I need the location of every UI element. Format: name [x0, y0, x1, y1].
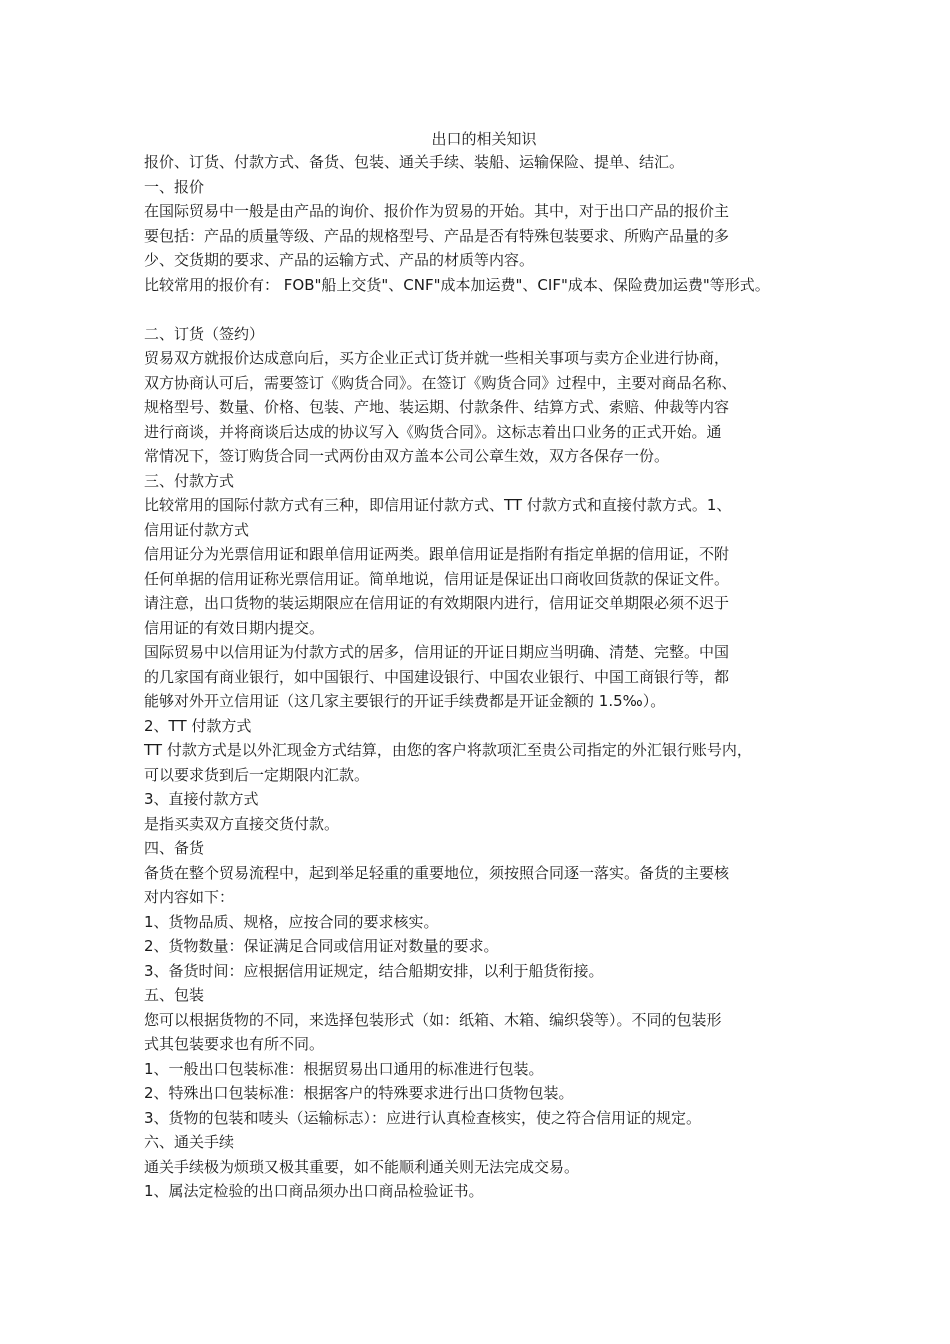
body-line: TT 付款方式是以外汇现金方式结算，由您的客户将款项汇至贵公司指定的外汇银行账号内， [144, 741, 752, 759]
body-line: 比较常用的国际付款方式有三种，即信用证付款方式、TT 付款方式和直接付款方式。1、 [144, 496, 732, 514]
body-line: 您可以根据货物的不同，来选择包装形式（如：纸箱、木箱、编织袋等）。不同的包装形 [144, 1010, 722, 1029]
body-line: 六、通关手续 [144, 1133, 235, 1151]
body-line: 四、备货 [144, 839, 205, 857]
body-line: 二、订货（签约） [144, 324, 265, 343]
body-line: 贸易双方就报价达成意向后，买方企业正式订货并就一些相关事项与卖方企业进行协商， [144, 349, 730, 367]
body-line: 的几家国有商业银行，如中国银行、中国建设银行、中国农业银行、中国工商银行等，都 [144, 667, 730, 686]
body-line: 在国际贸易中一般是由产品的询价、报价作为贸易的开始。其中，对于出口产品的报价主 [144, 202, 730, 220]
body-line: 是指买卖双方直接交货付款。 [144, 814, 340, 833]
body-line: 1、属法定检验的出口商品须办出口商品检验证书。 [144, 1182, 484, 1200]
blank-line [144, 297, 824, 322]
document-body [144, 150, 824, 1204]
body-line: 3、备货时间：应根据信用证规定，结合船期安排，以利于船货衔接。 [144, 961, 604, 980]
body-line: 信用证付款方式 [144, 520, 250, 539]
body-line: 通关手续极为烦琐又极其重要，如不能顺利通关则无法完成交易。 [144, 1157, 580, 1176]
body-line: 式其包装要求也有所不同。 [144, 1035, 325, 1053]
body-line: 3、货物的包装和唛头（运输标志）：应进行认真检查核实，使之符合信用证的规定。 [144, 1108, 702, 1127]
body-line: 常情况下，签订购货合同一式两份由双方盖本公司公章生效，双方各保存一份。 [144, 447, 670, 465]
body-line: 对内容如下： [144, 888, 235, 906]
body-line: 备货在整个贸易流程中，起到举足轻重的重要地位，须按照合同逐一落实。备货的主要核 [144, 863, 730, 882]
body-line: 一、报价 [144, 177, 205, 196]
body-line: 1、货物品质、规格，应按合同的要求核实。 [144, 912, 439, 931]
body-line: 比较常用的报价有： FOB"船上交货"、CNF"成本加运费"、CIF"成本、保险费加运费"等形式。 [144, 275, 770, 294]
body-line: 信用证的有效日期内提交。 [144, 618, 325, 637]
body-line: 规格型号、数量、价格、包装、产地、装运期、付款条件、结算方式、索赔、仲裁等内容 [144, 398, 730, 416]
body-line: 2、特殊出口包装标准：根据客户的特殊要求进行出口货物包装。 [144, 1084, 574, 1102]
body-line: 1、一般出口包装标准：根据贸易出口通用的标准进行包装。 [144, 1059, 544, 1078]
document-page [144, 128, 824, 1204]
body-line: 任何单据的信用证称光票信用证。简单地说，信用证是保证出口商收回货款的保证文件。 [144, 569, 730, 588]
body-line: 五、包装 [144, 986, 205, 1004]
body-line: 2、TT 付款方式 [144, 716, 252, 735]
body-line: 要包括：产品的质量等级、产品的规格型号、产品是否有特殊包装要求、所购产品量的多 [144, 226, 730, 245]
body-line: 2、货物数量：保证满足合同或信用证对数量的要求。 [144, 937, 499, 955]
body-line: 国际贸易中以信用证为付款方式的居多，信用证的开证日期应当明确、清楚、完整。中国 [144, 643, 730, 661]
body-line: 3、直接付款方式 [144, 790, 259, 808]
body-line: 可以要求货到后一定期限内汇款。 [144, 765, 370, 784]
body-line: 进行商谈，并将商谈后达成的协议写入《购货合同》。这标志着出口业务的正式开始。通 [144, 422, 722, 441]
document-title: 出口的相关知识 [431, 130, 537, 148]
body-line: 能够对外开立信用证（这几家主要银行的开证手续费都是开证金额的 1.5‰）。 [144, 692, 666, 710]
body-line: 报价、订货、付款方式、备货、包装、通关手续、装船、运输保险、提单、结汇。 [144, 153, 685, 171]
body-line: 双方协商认可后，需要签订《购货合同》。在签订《购货合同》过程中，主要对商品名称、 [144, 373, 737, 392]
body-line: 三、付款方式 [144, 471, 235, 490]
body-line: 请注意，出口货物的装运期限应在信用证的有效期限内进行，信用证交单期限必须不迟于 [144, 594, 730, 612]
body-line: 信用证分为光票信用证和跟单信用证两类。跟单信用证是指附有指定单据的信用证，不附 [144, 545, 730, 563]
body-line: 少、交货期的要求、产品的运输方式、产品的材质等内容。 [144, 251, 535, 269]
